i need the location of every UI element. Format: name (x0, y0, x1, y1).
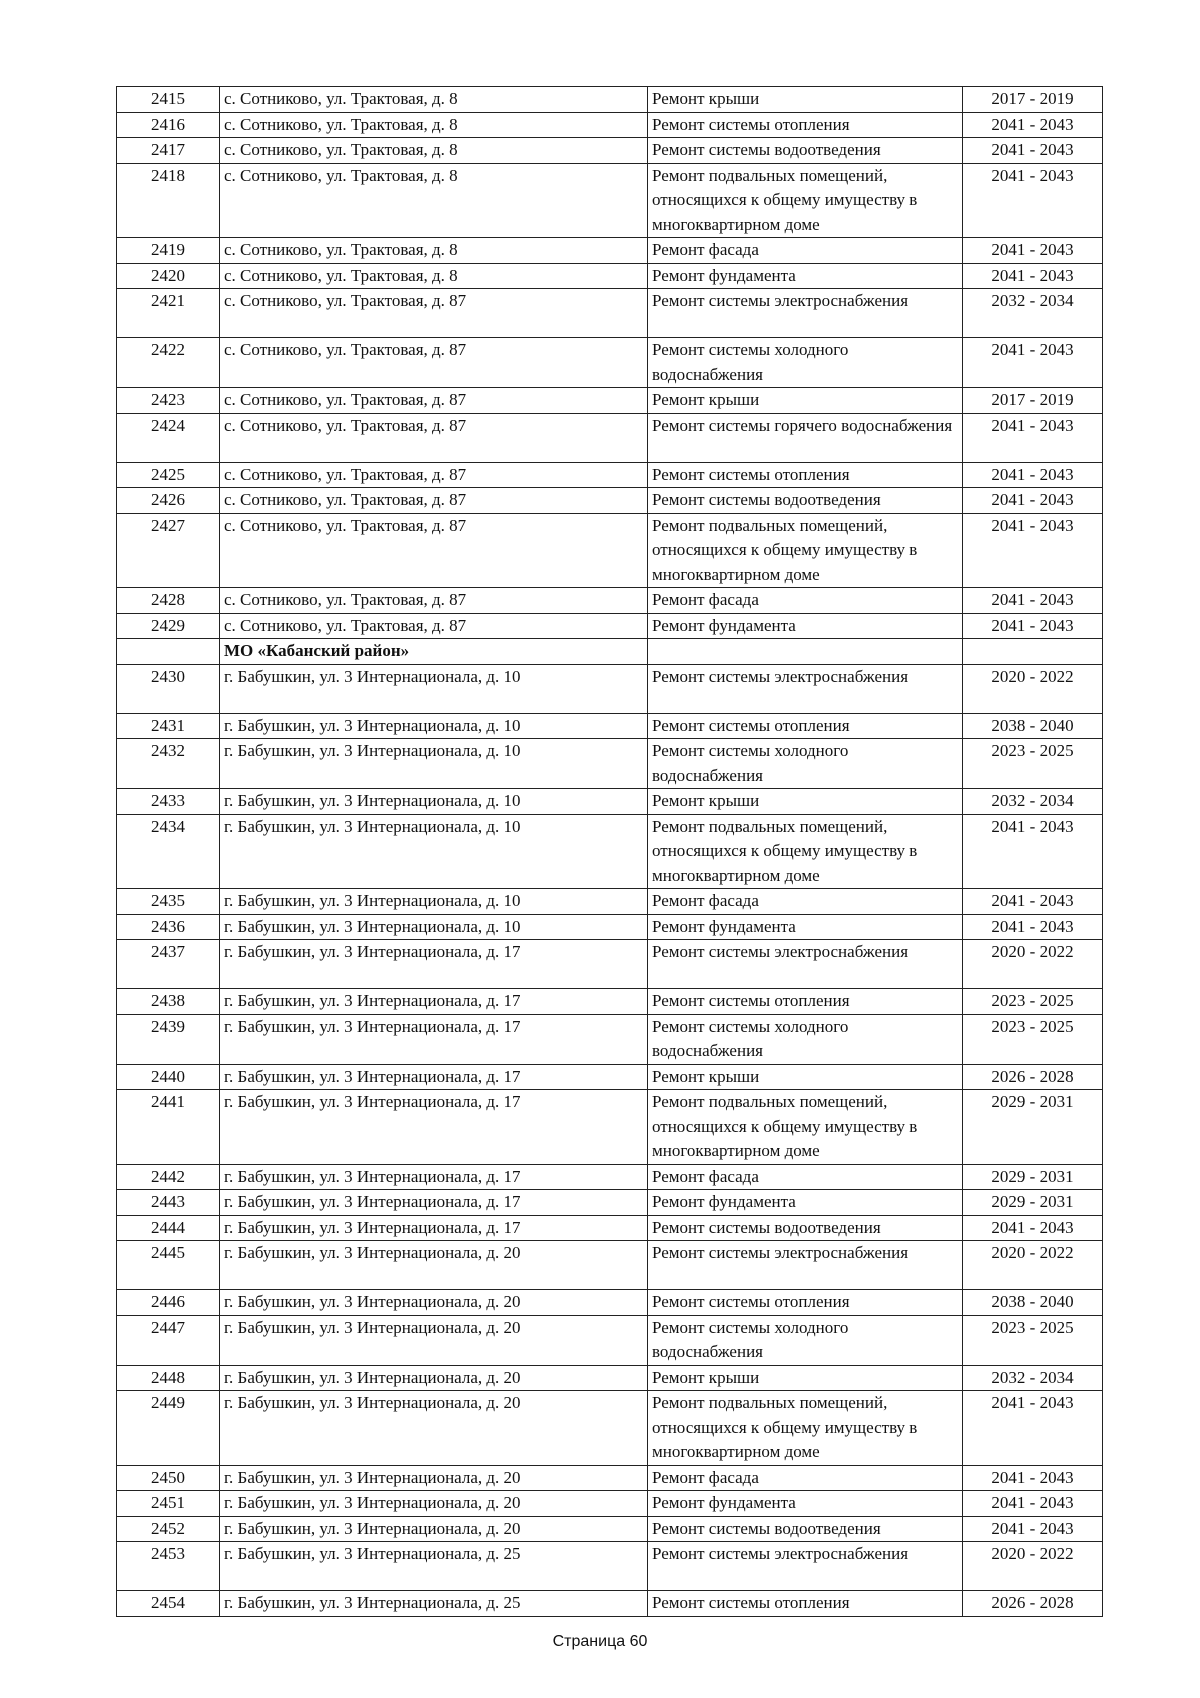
row-number-cell: 2447 (117, 1315, 220, 1365)
work-type-cell: Ремонт фундамента (648, 1190, 963, 1216)
table-row (117, 138, 1103, 164)
years-cell: 2029 - 2031 (963, 1090, 1103, 1165)
work-type-cell: Ремонт фундамента (648, 914, 963, 940)
years-cell: 2041 - 2043 (963, 914, 1103, 940)
table-row (117, 664, 1103, 713)
row-number-cell: 2416 (117, 112, 220, 138)
work-type-cell: Ремонт системы отопления (648, 462, 963, 488)
address-cell: с. Сотниково, ул. Трактовая, д. 87 (220, 289, 648, 338)
table-row (117, 87, 1103, 113)
address-cell: г. Бабушкин, ул. 3 Интернационала, д. 20 (220, 1516, 648, 1542)
years-cell: 2032 - 2034 (963, 289, 1103, 338)
row-number-cell: 2441 (117, 1090, 220, 1165)
work-type-cell: Ремонт фасада (648, 889, 963, 915)
section-title-cell: МО «Кабанский район» (220, 639, 648, 665)
table-row (117, 588, 1103, 614)
table-row (117, 112, 1103, 138)
years-cell: 2041 - 2043 (963, 1465, 1103, 1491)
row-number-cell: 2421 (117, 289, 220, 338)
work-type-cell: Ремонт системы электроснабжения (648, 1542, 963, 1591)
row-number-cell: 2448 (117, 1365, 220, 1391)
work-type-cell: Ремонт крыши (648, 1064, 963, 1090)
work-type-cell: Ремонт системы водоотведения (648, 1516, 963, 1542)
address-cell: с. Сотниково, ул. Трактовая, д. 8 (220, 87, 648, 113)
address-cell: с. Сотниково, ул. Трактовая, д. 87 (220, 588, 648, 614)
work-type-cell: Ремонт подвальных помещений, относящихся к общему имуществу в многоквартирном доме (648, 1090, 963, 1165)
table-row (117, 1190, 1103, 1216)
years-cell: 2023 - 2025 (963, 1014, 1103, 1064)
row-number-cell: 2422 (117, 338, 220, 388)
table-row (117, 739, 1103, 789)
row-number-cell: 2417 (117, 138, 220, 164)
work-type-cell: Ремонт крыши (648, 789, 963, 815)
years-cell: 2041 - 2043 (963, 613, 1103, 639)
work-type-cell: Ремонт фундамента (648, 1491, 963, 1517)
address-cell: г. Бабушкин, ул. 3 Интернационала, д. 10 (220, 713, 648, 739)
years-cell: 2041 - 2043 (963, 1215, 1103, 1241)
work-type-cell: Ремонт системы холодного водоснабжения (648, 1315, 963, 1365)
years-cell: 2041 - 2043 (963, 1516, 1103, 1542)
page-number: Страница 60 (552, 1633, 648, 1650)
row-number-cell: 2426 (117, 488, 220, 514)
table-row (117, 1064, 1103, 1090)
row-number-cell: 2433 (117, 789, 220, 815)
work-type-cell: Ремонт фундамента (648, 613, 963, 639)
row-number-cell: 2428 (117, 588, 220, 614)
years-cell: 2032 - 2034 (963, 789, 1103, 815)
table-row (117, 1315, 1103, 1365)
row-number-cell: 2444 (117, 1215, 220, 1241)
address-cell: г. Бабушкин, ул. 3 Интернационала, д. 20 (220, 1391, 648, 1466)
table-row (117, 488, 1103, 514)
address-cell: с. Сотниково, ул. Трактовая, д. 87 (220, 413, 648, 462)
work-type-cell: Ремонт фасада (648, 238, 963, 264)
address-cell: г. Бабушкин, ул. 3 Интернационала, д. 10 (220, 664, 648, 713)
row-number-cell: 2439 (117, 1014, 220, 1064)
row-number-cell: 2424 (117, 413, 220, 462)
table-row (117, 713, 1103, 739)
row-number-cell: 2419 (117, 238, 220, 264)
row-number-cell: 2445 (117, 1241, 220, 1290)
work-type-cell: Ремонт фасада (648, 588, 963, 614)
row-number-cell: 2429 (117, 613, 220, 639)
address-cell: с. Сотниково, ул. Трактовая, д. 8 (220, 238, 648, 264)
years-cell: 2017 - 2019 (963, 87, 1103, 113)
years-cell: 2041 - 2043 (963, 263, 1103, 289)
work-type-cell: Ремонт системы отопления (648, 989, 963, 1015)
table-row (117, 1591, 1103, 1617)
table-row (117, 462, 1103, 488)
work-type-cell: Ремонт системы водоотведения (648, 1215, 963, 1241)
work-type-cell: Ремонт системы электроснабжения (648, 664, 963, 713)
years-cell: 2041 - 2043 (963, 488, 1103, 514)
address-cell: г. Бабушкин, ул. 3 Интернационала, д. 17 (220, 1014, 648, 1064)
row-number-cell: 2451 (117, 1491, 220, 1517)
table-row (117, 1365, 1103, 1391)
address-cell: г. Бабушкин, ул. 3 Интернационала, д. 25 (220, 1591, 648, 1617)
table-row (117, 1491, 1103, 1517)
years-cell: 2041 - 2043 (963, 513, 1103, 588)
address-cell: г. Бабушкин, ул. 3 Интернационала, д. 10 (220, 814, 648, 889)
row-number-cell: 2430 (117, 664, 220, 713)
work-type-cell: Ремонт фундамента (648, 263, 963, 289)
work-type-cell: Ремонт системы холодного водоснабжения (648, 338, 963, 388)
row-number-cell: 2432 (117, 739, 220, 789)
work-type-cell: Ремонт крыши (648, 388, 963, 414)
row-number-cell: 2449 (117, 1391, 220, 1466)
work-type-cell: Ремонт системы отопления (648, 1591, 963, 1617)
years-cell: 2041 - 2043 (963, 112, 1103, 138)
work-type-cell: Ремонт системы отопления (648, 112, 963, 138)
years-cell: 2041 - 2043 (963, 889, 1103, 915)
years-cell: 2041 - 2043 (963, 814, 1103, 889)
section-header-row (117, 639, 1103, 665)
works-table (116, 86, 1103, 1617)
row-number-cell: 2423 (117, 388, 220, 414)
work-type-cell: Ремонт системы горячего водоснабжения (648, 413, 963, 462)
address-cell: г. Бабушкин, ул. 3 Интернационала, д. 17 (220, 1064, 648, 1090)
row-number-cell: 2443 (117, 1190, 220, 1216)
years-cell: 2041 - 2043 (963, 338, 1103, 388)
row-number-cell: 2436 (117, 914, 220, 940)
address-cell: г. Бабушкин, ул. 3 Интернационала, д. 17 (220, 1090, 648, 1165)
address-cell: г. Бабушкин, ул. 3 Интернационала, д. 17 (220, 940, 648, 989)
work-type-cell: Ремонт системы электроснабжения (648, 289, 963, 338)
years-cell: 2029 - 2031 (963, 1190, 1103, 1216)
work-type-cell: Ремонт системы холодного водоснабжения (648, 739, 963, 789)
row-number-cell: 2434 (117, 814, 220, 889)
years-cell: 2041 - 2043 (963, 1391, 1103, 1466)
table-row (117, 789, 1103, 815)
years-cell: 2041 - 2043 (963, 413, 1103, 462)
address-cell: г. Бабушкин, ул. 3 Интернационала, д. 17 (220, 989, 648, 1015)
work-type-cell: Ремонт системы электроснабжения (648, 940, 963, 989)
row-number-cell: 2418 (117, 163, 220, 238)
work-type-cell (648, 639, 963, 665)
row-number-cell: 2453 (117, 1542, 220, 1591)
years-cell (963, 639, 1103, 665)
work-type-cell: Ремонт системы водоотведения (648, 138, 963, 164)
address-cell: с. Сотниково, ул. Трактовая, д. 87 (220, 513, 648, 588)
work-type-cell: Ремонт подвальных помещений, относящихся к общему имуществу в многоквартирном доме (648, 163, 963, 238)
work-type-cell: Ремонт подвальных помещений, относящихся к общему имуществу в многоквартирном доме (648, 1391, 963, 1466)
address-cell: с. Сотниково, ул. Трактовая, д. 87 (220, 338, 648, 388)
address-cell: с. Сотниково, ул. Трактовая, д. 8 (220, 263, 648, 289)
address-cell: г. Бабушкин, ул. 3 Интернационала, д. 25 (220, 1542, 648, 1591)
work-type-cell: Ремонт системы холодного водоснабжения (648, 1014, 963, 1064)
address-cell: г. Бабушкин, ул. 3 Интернационала, д. 10 (220, 789, 648, 815)
table-row (117, 1465, 1103, 1491)
table-row (117, 1542, 1103, 1591)
row-number-cell (117, 639, 220, 665)
work-type-cell: Ремонт крыши (648, 1365, 963, 1391)
address-cell: с. Сотниково, ул. Трактовая, д. 87 (220, 613, 648, 639)
row-number-cell: 2452 (117, 1516, 220, 1542)
row-number-cell: 2440 (117, 1064, 220, 1090)
address-cell: г. Бабушкин, ул. 3 Интернационала, д. 10 (220, 889, 648, 915)
work-type-cell: Ремонт системы отопления (648, 1290, 963, 1316)
address-cell: с. Сотниково, ул. Трактовая, д. 8 (220, 138, 648, 164)
address-cell: г. Бабушкин, ул. 3 Интернационала, д. 20 (220, 1365, 648, 1391)
work-type-cell: Ремонт системы водоотведения (648, 488, 963, 514)
address-cell: г. Бабушкин, ул. 3 Интернационала, д. 20 (220, 1290, 648, 1316)
table-row (117, 989, 1103, 1015)
years-cell: 2029 - 2031 (963, 1164, 1103, 1190)
address-cell: г. Бабушкин, ул. 3 Интернационала, д. 17 (220, 1190, 648, 1216)
address-cell: г. Бабушкин, ул. 3 Интернационала, д. 17 (220, 1215, 648, 1241)
work-type-cell: Ремонт подвальных помещений, относящихся к общему имуществу в многоквартирном доме (648, 814, 963, 889)
table-row (117, 1215, 1103, 1241)
years-cell: 2041 - 2043 (963, 138, 1103, 164)
row-number-cell: 2446 (117, 1290, 220, 1316)
work-type-cell: Ремонт фасада (648, 1465, 963, 1491)
row-number-cell: 2438 (117, 989, 220, 1015)
years-cell: 2023 - 2025 (963, 1315, 1103, 1365)
row-number-cell: 2435 (117, 889, 220, 915)
table-row (117, 914, 1103, 940)
address-cell: с. Сотниково, ул. Трактовая, д. 8 (220, 112, 648, 138)
years-cell: 2017 - 2019 (963, 388, 1103, 414)
years-cell: 2020 - 2022 (963, 1241, 1103, 1290)
row-number-cell: 2437 (117, 940, 220, 989)
row-number-cell: 2450 (117, 1465, 220, 1491)
table-row (117, 1090, 1103, 1165)
years-cell: 2038 - 2040 (963, 713, 1103, 739)
row-number-cell: 2427 (117, 513, 220, 588)
row-number-cell: 2415 (117, 87, 220, 113)
row-number-cell: 2454 (117, 1591, 220, 1617)
row-number-cell: 2442 (117, 1164, 220, 1190)
years-cell: 2038 - 2040 (963, 1290, 1103, 1316)
row-number-cell: 2420 (117, 263, 220, 289)
years-cell: 2041 - 2043 (963, 588, 1103, 614)
address-cell: с. Сотниково, ул. Трактовая, д. 87 (220, 388, 648, 414)
row-number-cell: 2425 (117, 462, 220, 488)
work-type-cell: Ремонт подвальных помещений, относящихся к общему имуществу в многоквартирном доме (648, 513, 963, 588)
work-type-cell: Ремонт фасада (648, 1164, 963, 1190)
address-cell: г. Бабушкин, ул. 3 Интернационала, д. 17 (220, 1164, 648, 1190)
address-cell: г. Бабушкин, ул. 3 Интернационала, д. 10 (220, 914, 648, 940)
table-row (117, 1516, 1103, 1542)
table-row (117, 1164, 1103, 1190)
work-type-cell: Ремонт крыши (648, 87, 963, 113)
table-row (117, 1241, 1103, 1290)
table-row (117, 289, 1103, 338)
years-cell: 2041 - 2043 (963, 462, 1103, 488)
table-row (117, 163, 1103, 238)
years-cell: 2020 - 2022 (963, 940, 1103, 989)
table-row (117, 940, 1103, 989)
address-cell: г. Бабушкин, ул. 3 Интернационала, д. 20 (220, 1465, 648, 1491)
address-cell: с. Сотниково, ул. Трактовая, д. 8 (220, 163, 648, 238)
address-cell: с. Сотниково, ул. Трактовая, д. 87 (220, 462, 648, 488)
address-cell: г. Бабушкин, ул. 3 Интернационала, д. 10 (220, 739, 648, 789)
table-row (117, 338, 1103, 388)
table-row (117, 1290, 1103, 1316)
table-row (117, 513, 1103, 588)
years-cell: 2026 - 2028 (963, 1591, 1103, 1617)
years-cell: 2041 - 2043 (963, 1491, 1103, 1517)
table-row (117, 263, 1103, 289)
address-cell: г. Бабушкин, ул. 3 Интернационала, д. 20 (220, 1315, 648, 1365)
address-cell: с. Сотниково, ул. Трактовая, д. 87 (220, 488, 648, 514)
row-number-cell: 2431 (117, 713, 220, 739)
table-row (117, 413, 1103, 462)
table-row (117, 388, 1103, 414)
works-table-body (117, 87, 1103, 1617)
years-cell: 2041 - 2043 (963, 238, 1103, 264)
years-cell: 2026 - 2028 (963, 1064, 1103, 1090)
table-row (117, 238, 1103, 264)
work-type-cell: Ремонт системы отопления (648, 713, 963, 739)
table-row (117, 814, 1103, 889)
years-cell: 2020 - 2022 (963, 1542, 1103, 1591)
table-row (117, 1391, 1103, 1466)
table-row (117, 1014, 1103, 1064)
years-cell: 2020 - 2022 (963, 664, 1103, 713)
years-cell: 2041 - 2043 (963, 163, 1103, 238)
address-cell: г. Бабушкин, ул. 3 Интернационала, д. 20 (220, 1241, 648, 1290)
table-row (117, 613, 1103, 639)
years-cell: 2023 - 2025 (963, 739, 1103, 789)
work-type-cell: Ремонт системы электроснабжения (648, 1241, 963, 1290)
address-cell: г. Бабушкин, ул. 3 Интернационала, д. 20 (220, 1491, 648, 1517)
table-row (117, 889, 1103, 915)
years-cell: 2023 - 2025 (963, 989, 1103, 1015)
years-cell: 2032 - 2034 (963, 1365, 1103, 1391)
